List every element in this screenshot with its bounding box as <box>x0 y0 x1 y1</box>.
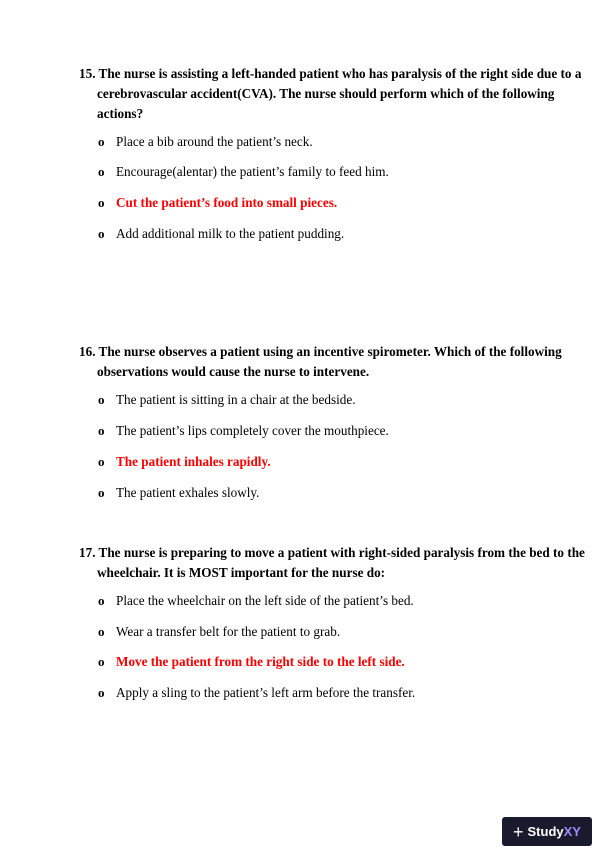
question-number: 16. <box>79 344 96 359</box>
option-text: The patient is sitting in a chair at the bedside. <box>116 392 356 407</box>
bullet-icon: o <box>98 164 105 179</box>
plus-icon: + <box>513 821 524 842</box>
option-text: The patient exhales slowly. <box>116 485 260 500</box>
option-text: Move the patient from the right side to the left side. <box>116 654 405 669</box>
option-text: Place the wheelchair on the left side of the patient’s bed. <box>116 593 414 608</box>
answer-option <box>98 683 415 703</box>
answer-option <box>98 162 389 182</box>
logo-brand-accent: XY <box>563 824 581 839</box>
option-text: The patient’s lips completely cover the mouthpiece. <box>116 423 389 438</box>
question-body: The nurse observes a patient using an incentive spirometer. Which of the following observations would cause the nurse to intervene. <box>97 344 562 379</box>
bullet-icon: o <box>98 195 105 210</box>
answer-option <box>98 622 340 642</box>
bullet-icon: o <box>98 685 105 700</box>
answer-option <box>98 483 259 503</box>
answer-option-correct <box>98 193 337 213</box>
option-text: The patient inhales rapidly. <box>116 454 271 469</box>
answer-option <box>98 591 414 611</box>
question-body: The nurse is preparing to move a patient with right-sided paralysis from the bed to the wheelchair. It is MOST important for the nurse do: <box>97 545 585 580</box>
answer-option <box>98 224 344 244</box>
answer-option-correct <box>98 452 271 472</box>
studyxy-logo <box>502 817 592 846</box>
bullet-icon: o <box>98 423 105 438</box>
option-text: Cut the patient’s food into small pieces. <box>116 195 338 210</box>
bullet-icon: o <box>98 226 105 241</box>
option-text: Encourage(alentar) the patient’s family to feed him. <box>116 164 389 179</box>
question-text <box>79 342 602 382</box>
bullet-icon: o <box>98 593 105 608</box>
question-number: 15. <box>79 66 96 81</box>
question-number: 17. <box>79 545 96 560</box>
bullet-icon: o <box>98 454 105 469</box>
bullet-icon: o <box>98 485 105 500</box>
bullet-icon: o <box>98 134 105 149</box>
option-text: Add additional milk to the patient pudding. <box>116 226 345 241</box>
option-text: Apply a sling to the patient’s left arm before the transfer. <box>116 685 416 700</box>
logo-brand-main: Study <box>527 824 564 839</box>
answer-option-correct <box>98 652 405 672</box>
answer-option <box>98 132 313 152</box>
option-text: Place a bib around the patient’s neck. <box>116 134 313 149</box>
question-body: The nurse is assisting a left-handed patient who has paralysis of the right side due to a cerebrovascular accident(CVA). The nurse should perform which of the following actions? <box>97 66 582 121</box>
option-text: Wear a transfer belt for the patient to grab. <box>116 624 341 639</box>
bullet-icon: o <box>98 654 105 669</box>
answer-option <box>98 421 389 441</box>
question-text <box>79 543 602 583</box>
answer-option <box>98 390 356 410</box>
bullet-icon: o <box>98 392 105 407</box>
bullet-icon: o <box>98 624 105 639</box>
question-text <box>79 64 602 124</box>
